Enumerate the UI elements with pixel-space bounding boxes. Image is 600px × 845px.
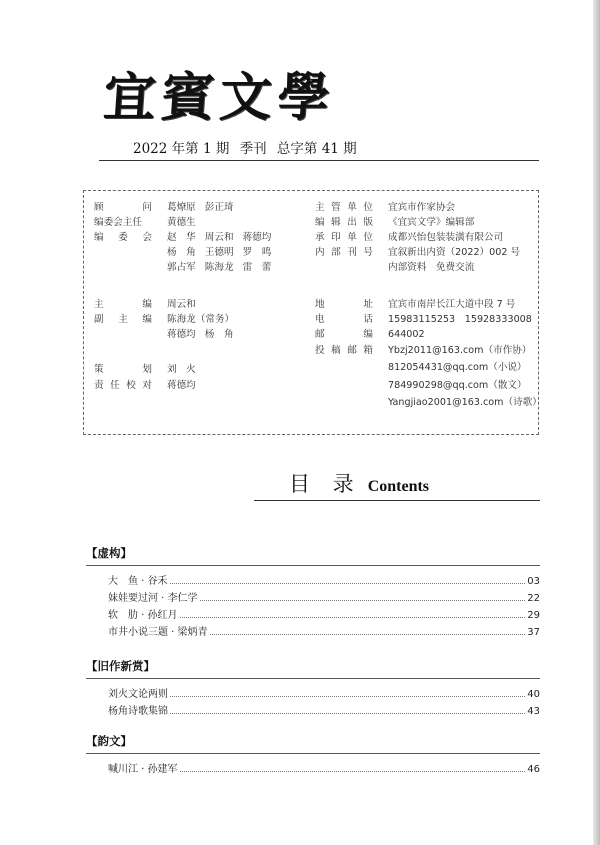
- credit-label: [315, 344, 373, 358]
- toc-entry-page: 40: [527, 689, 540, 700]
- credit-value: [167, 328, 243, 342]
- credit-name: 蒋德均: [167, 380, 196, 391]
- issue-line: [133, 137, 363, 157]
- toc-entry-leader: [200, 600, 526, 601]
- toc-entry-title: 杨角诗歌集锦: [108, 706, 168, 717]
- toc-title-zh: 目 录: [289, 472, 362, 496]
- credit-label-char: 划: [142, 364, 152, 375]
- credit-value: [167, 246, 280, 260]
- credit-label-char: 话: [363, 314, 373, 325]
- page-edge: [593, 0, 600, 845]
- credit-label-char: 箱: [363, 345, 373, 356]
- credit-name: 周云和: [204, 232, 234, 243]
- credit-label: [94, 363, 152, 377]
- toc-section-divider: [86, 678, 540, 679]
- credit-name: 罗 鸣: [242, 247, 272, 258]
- credit-name: 王德明: [204, 247, 234, 258]
- toc-entry-leader: [210, 634, 526, 635]
- credit-value: 宜宾市作家协会: [388, 202, 456, 213]
- credit-label-char: 责: [94, 380, 104, 391]
- toc-section-divider: [86, 565, 540, 566]
- issue-type: 季刊: [239, 141, 267, 157]
- credit-name: 郭占军: [167, 262, 196, 273]
- credit-label-char: 部: [331, 247, 341, 258]
- credit-label-char: 对: [142, 380, 152, 391]
- toc-title-en: Contents: [367, 478, 430, 495]
- toc-entry[interactable]: [108, 607, 540, 621]
- credit-value: [167, 313, 243, 327]
- credit-label-char: 刊: [347, 247, 357, 258]
- toc-entry-title: 软 肋 · 孙红月: [108, 610, 178, 621]
- credit-label-char: 会: [142, 232, 152, 243]
- toc-entry-title: 妹娃要过河 · 李仁学: [108, 593, 198, 604]
- credit-value: 644002: [388, 329, 425, 340]
- credit-label-char: 稿: [331, 345, 341, 356]
- credit-label-char: 址: [363, 299, 373, 310]
- toc-entry-title: 市井小说三题 · 梁炳青: [108, 627, 208, 638]
- credit-value: 内部资料 免费交流: [388, 262, 475, 273]
- credit-label-char: 副: [94, 314, 104, 325]
- toc-entry[interactable]: [108, 761, 540, 775]
- toc-section-heading: 【旧作新赏】: [86, 659, 155, 673]
- credit-name: 陈海龙: [204, 262, 234, 273]
- toc-entry-page: 29: [527, 610, 540, 621]
- credit-value: [167, 216, 205, 230]
- credit-value: 784990298@qq.com（散文）: [388, 380, 527, 391]
- credit-name: 周云和: [167, 299, 196, 310]
- credit-label: [94, 201, 152, 215]
- credit-label-char: 号: [363, 247, 373, 258]
- credit-label-char: 主: [94, 299, 104, 310]
- credit-value: [167, 261, 280, 275]
- credit-name: 黄德生: [167, 217, 196, 228]
- credits-box: [83, 190, 542, 435]
- credit-value: [167, 201, 243, 215]
- credit-value: [167, 298, 205, 312]
- toc-entry-page: 37: [527, 627, 540, 638]
- toc-entry-leader: [170, 696, 525, 697]
- credit-label-char: 单: [347, 232, 357, 243]
- credit-label: [315, 328, 373, 342]
- toc-entry-page: 43: [527, 706, 540, 717]
- credit-value: 宜叙新出内资（2022）002 号: [388, 247, 521, 258]
- credit-label-char: 辑: [331, 217, 341, 228]
- toc-entry-leader: [180, 771, 526, 772]
- toc-entry-leader: [170, 583, 526, 584]
- toc-section-heading: 【韵文】: [86, 734, 132, 748]
- toc-entry[interactable]: [108, 573, 540, 587]
- credit-label-char: 策: [94, 364, 104, 375]
- credit-name: 葛燎原: [167, 202, 196, 213]
- credit-label-char: 印: [331, 232, 341, 243]
- credit-label: [94, 231, 152, 245]
- credit-label-char: 编委会主任: [94, 217, 142, 228]
- credit-label-char: 位: [363, 202, 373, 213]
- issue-total: 总字第 41 期: [276, 141, 357, 157]
- credit-label-char: 管: [331, 202, 341, 213]
- credit-value: 《宜宾文学》编辑部: [388, 217, 475, 228]
- credit-label-char: 位: [363, 232, 373, 243]
- toc-entry[interactable]: [108, 590, 540, 604]
- toc-entry-page: 46: [527, 764, 540, 775]
- credit-label-char: 版: [363, 217, 373, 228]
- credit-label: [94, 313, 152, 327]
- toc-title: [289, 468, 429, 498]
- credit-value: Yangjiao2001@163.com（诗歌）: [388, 397, 542, 408]
- toc-entry-leader: [180, 617, 526, 618]
- credit-label-char: 编: [142, 314, 152, 325]
- credit-label-char: 编: [315, 217, 325, 228]
- toc-section-heading: 【虚构】: [86, 546, 132, 560]
- credit-value: 成都兴怡包装装潢有限公司: [388, 232, 504, 243]
- credit-label-char: 主: [118, 314, 128, 325]
- credit-value: Ybzj2011@163.com（市作协）: [388, 345, 532, 356]
- credit-name: 雷 蕾: [242, 262, 272, 273]
- credit-name: 蒋德均: [167, 329, 196, 340]
- credit-label-char: 地: [315, 299, 325, 310]
- credit-value: [167, 231, 280, 245]
- credit-label-char: 邮: [347, 345, 357, 356]
- credit-value: 812054431@qq.com（小说）: [388, 362, 527, 373]
- credit-label-char: 任: [110, 380, 120, 391]
- credit-value: [167, 363, 205, 377]
- credit-label-char: 编: [94, 232, 104, 243]
- toc-entry-title: 刘火文论两则: [108, 689, 168, 700]
- credit-name: 刘 火: [167, 364, 196, 375]
- credit-name: 蒋德均: [242, 232, 272, 243]
- credit-label-char: 委: [118, 232, 128, 243]
- credit-value: 宜宾市南岸长江大道中段 7 号: [388, 299, 516, 310]
- credit-name: 彭正琦: [204, 202, 234, 213]
- credit-name: 赵 华: [167, 232, 196, 243]
- credit-value: [167, 379, 205, 393]
- credit-label: [94, 298, 152, 312]
- toc-entry-page: 22: [527, 593, 540, 604]
- credit-label-char: 问: [142, 202, 152, 213]
- credit-name: 陈海龙（常务）: [167, 314, 235, 325]
- credit-label-char: 投: [315, 345, 325, 356]
- credit-value: 15983115253 15928333008: [388, 314, 532, 325]
- credit-label-char: 内: [315, 247, 325, 258]
- credit-label-char: 编: [142, 299, 152, 310]
- issue-divider: [99, 160, 539, 161]
- credit-label-char: 主: [315, 202, 325, 213]
- credit-label: [94, 216, 152, 230]
- toc-entry[interactable]: [108, 703, 540, 717]
- credit-label-char: 顾: [94, 202, 104, 213]
- toc-entry-leader: [170, 713, 525, 714]
- credit-label-char: 电: [315, 314, 325, 325]
- credit-label: [315, 216, 373, 230]
- toc-entry[interactable]: [108, 624, 540, 638]
- toc-section-divider: [86, 753, 540, 754]
- credit-label-char: 出: [347, 217, 357, 228]
- credit-name: 杨 角: [204, 329, 234, 340]
- credit-label: [315, 313, 373, 327]
- credit-name: 杨 角: [167, 247, 196, 258]
- toc-entry[interactable]: [108, 686, 540, 700]
- toc-divider: [254, 500, 540, 501]
- issue-year: 2022 年第 1 期: [133, 141, 230, 157]
- toc-entry-title: 喊川江 · 孙建军: [108, 764, 178, 775]
- credit-label: [315, 231, 373, 245]
- credit-label: [94, 379, 152, 393]
- credit-label-char: 承: [315, 232, 325, 243]
- credit-label-char: 邮: [315, 329, 325, 340]
- credit-label-char: 单: [347, 202, 357, 213]
- credit-label: [315, 201, 373, 215]
- masthead-logo: 宜賓文學: [101, 67, 338, 128]
- toc-entry-title: 大 鱼 · 谷禾: [108, 576, 168, 587]
- credit-label-char: 编: [363, 329, 373, 340]
- credit-label-char: 校: [126, 380, 136, 391]
- credit-label: [315, 298, 373, 312]
- credit-label: [315, 246, 373, 260]
- toc-entry-page: 03: [527, 576, 540, 587]
